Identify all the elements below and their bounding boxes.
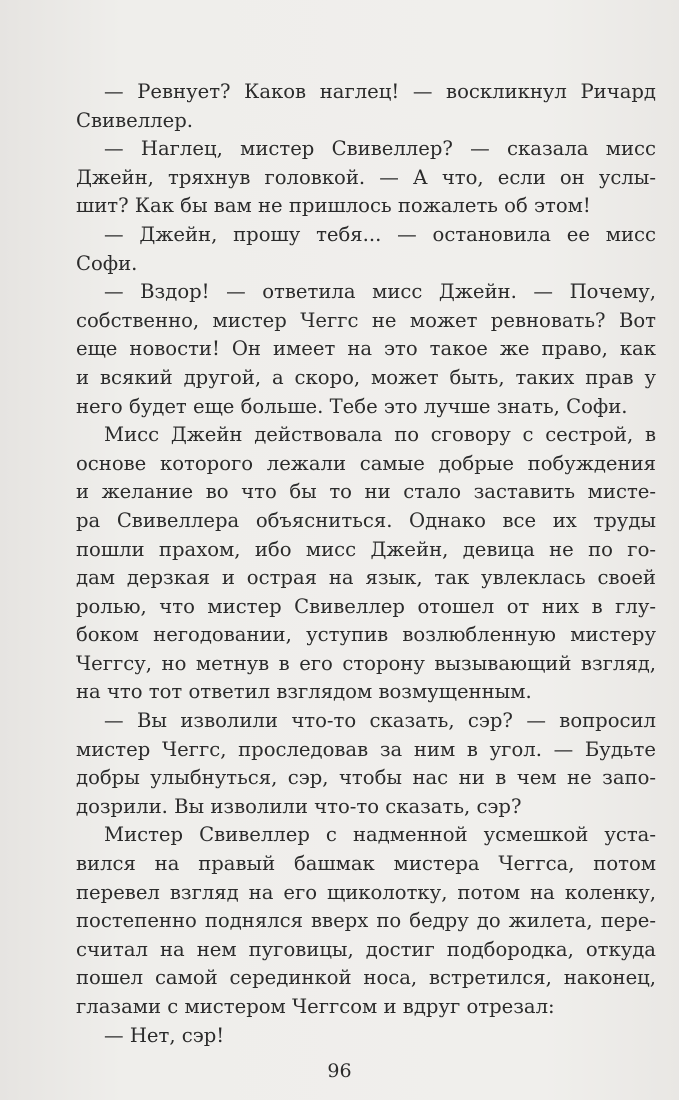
text-line: ролью, что мистер Свивеллер отошел от них в глу-	[76, 594, 656, 618]
text-line: вился на правый башмак мистера Чеггса, потом	[76, 852, 656, 876]
text-line: Свивеллер.	[76, 108, 193, 132]
text-line: — Ревнует? Каков наглец! — воскликнул Ричард	[104, 80, 656, 103]
text-line: Софи.	[76, 251, 138, 275]
page-number: 96	[327, 1060, 352, 1082]
text-line: Чеггсу, но метнув в его сторону вызывающий взгляд,	[76, 651, 656, 675]
text-line: считал на нем пуговицы, достиг подбородка, откуда	[76, 937, 656, 961]
text-line: шит? Как бы вам не пришлось пожалеть об этом!	[76, 194, 591, 218]
text-line: ра Свивеллера объясниться. Однако все их труды	[76, 508, 656, 532]
text-line: основе которого лежали самые добрые побуждения	[76, 451, 656, 475]
text-line: перевел взгляд на его щиколотку, потом на коленку,	[76, 880, 656, 904]
text-line: него будет еще больше. Тебе это лучше знать, Софи.	[76, 394, 628, 418]
text-line: еще новости! Он имеет на это такое же право, как	[76, 337, 656, 361]
text-line: мистер Чеггс, проследовав за ним в угол. — Будьте	[76, 737, 656, 761]
text-line: и желание во что бы то ни стало заставить мисте-	[76, 480, 656, 504]
text-line: пошел самой серединкой носа, встретился, наконец,	[76, 966, 656, 990]
text-line: дам дерзкая и острая на язык, так увлеклась своей	[76, 566, 656, 590]
text-line: Мисс Джейн действовала по сговору с сестрой, в	[104, 423, 656, 447]
text-line: дозрили. Вы изволили что-то сказать, сэр?	[76, 794, 522, 818]
text-line: и всякий другой, а скоро, может быть, таких прав у	[76, 365, 656, 389]
text-line: пошли прахом, ибо мисс Джейн, девица не по го-	[76, 537, 656, 561]
text-line: — Вы изволили что-то сказать, сэр? — вопросил	[104, 709, 656, 733]
text-line: собственно, мистер Чеггс не может ревновать? Вот	[76, 308, 656, 332]
page-body-text	[76, 78, 656, 1050]
text-line: на что тот ответил взглядом возмущенным.	[76, 680, 532, 704]
text-line: Джейн, тряхнув головкой. — А что, если он услы-	[76, 165, 656, 189]
text-line: — Наглец, мистер Свивеллер? — сказала мисс	[104, 137, 656, 161]
text-line: Мистер Свивеллер с надменной усмешкой уста-	[104, 823, 656, 847]
text-line: — Нет, сэр!	[104, 1023, 225, 1047]
text-line: постепенно поднялся вверх по бедру до жилета, пере-	[76, 909, 656, 933]
text-line: глазами с мистером Чеггсом и вдруг отрезал:	[76, 995, 555, 1018]
text-line: — Вздор! — ответила мисс Джейн. — Почему,	[104, 280, 656, 304]
text-line: добры улыбнуться, сэр, чтобы нас ни в чем не запо-	[76, 766, 656, 790]
text-line: — Джейн, прошу тебя... — остановила ее мисс	[104, 222, 656, 246]
text-line: боком негодовании, уступив возлюбленную мистеру	[76, 623, 656, 647]
